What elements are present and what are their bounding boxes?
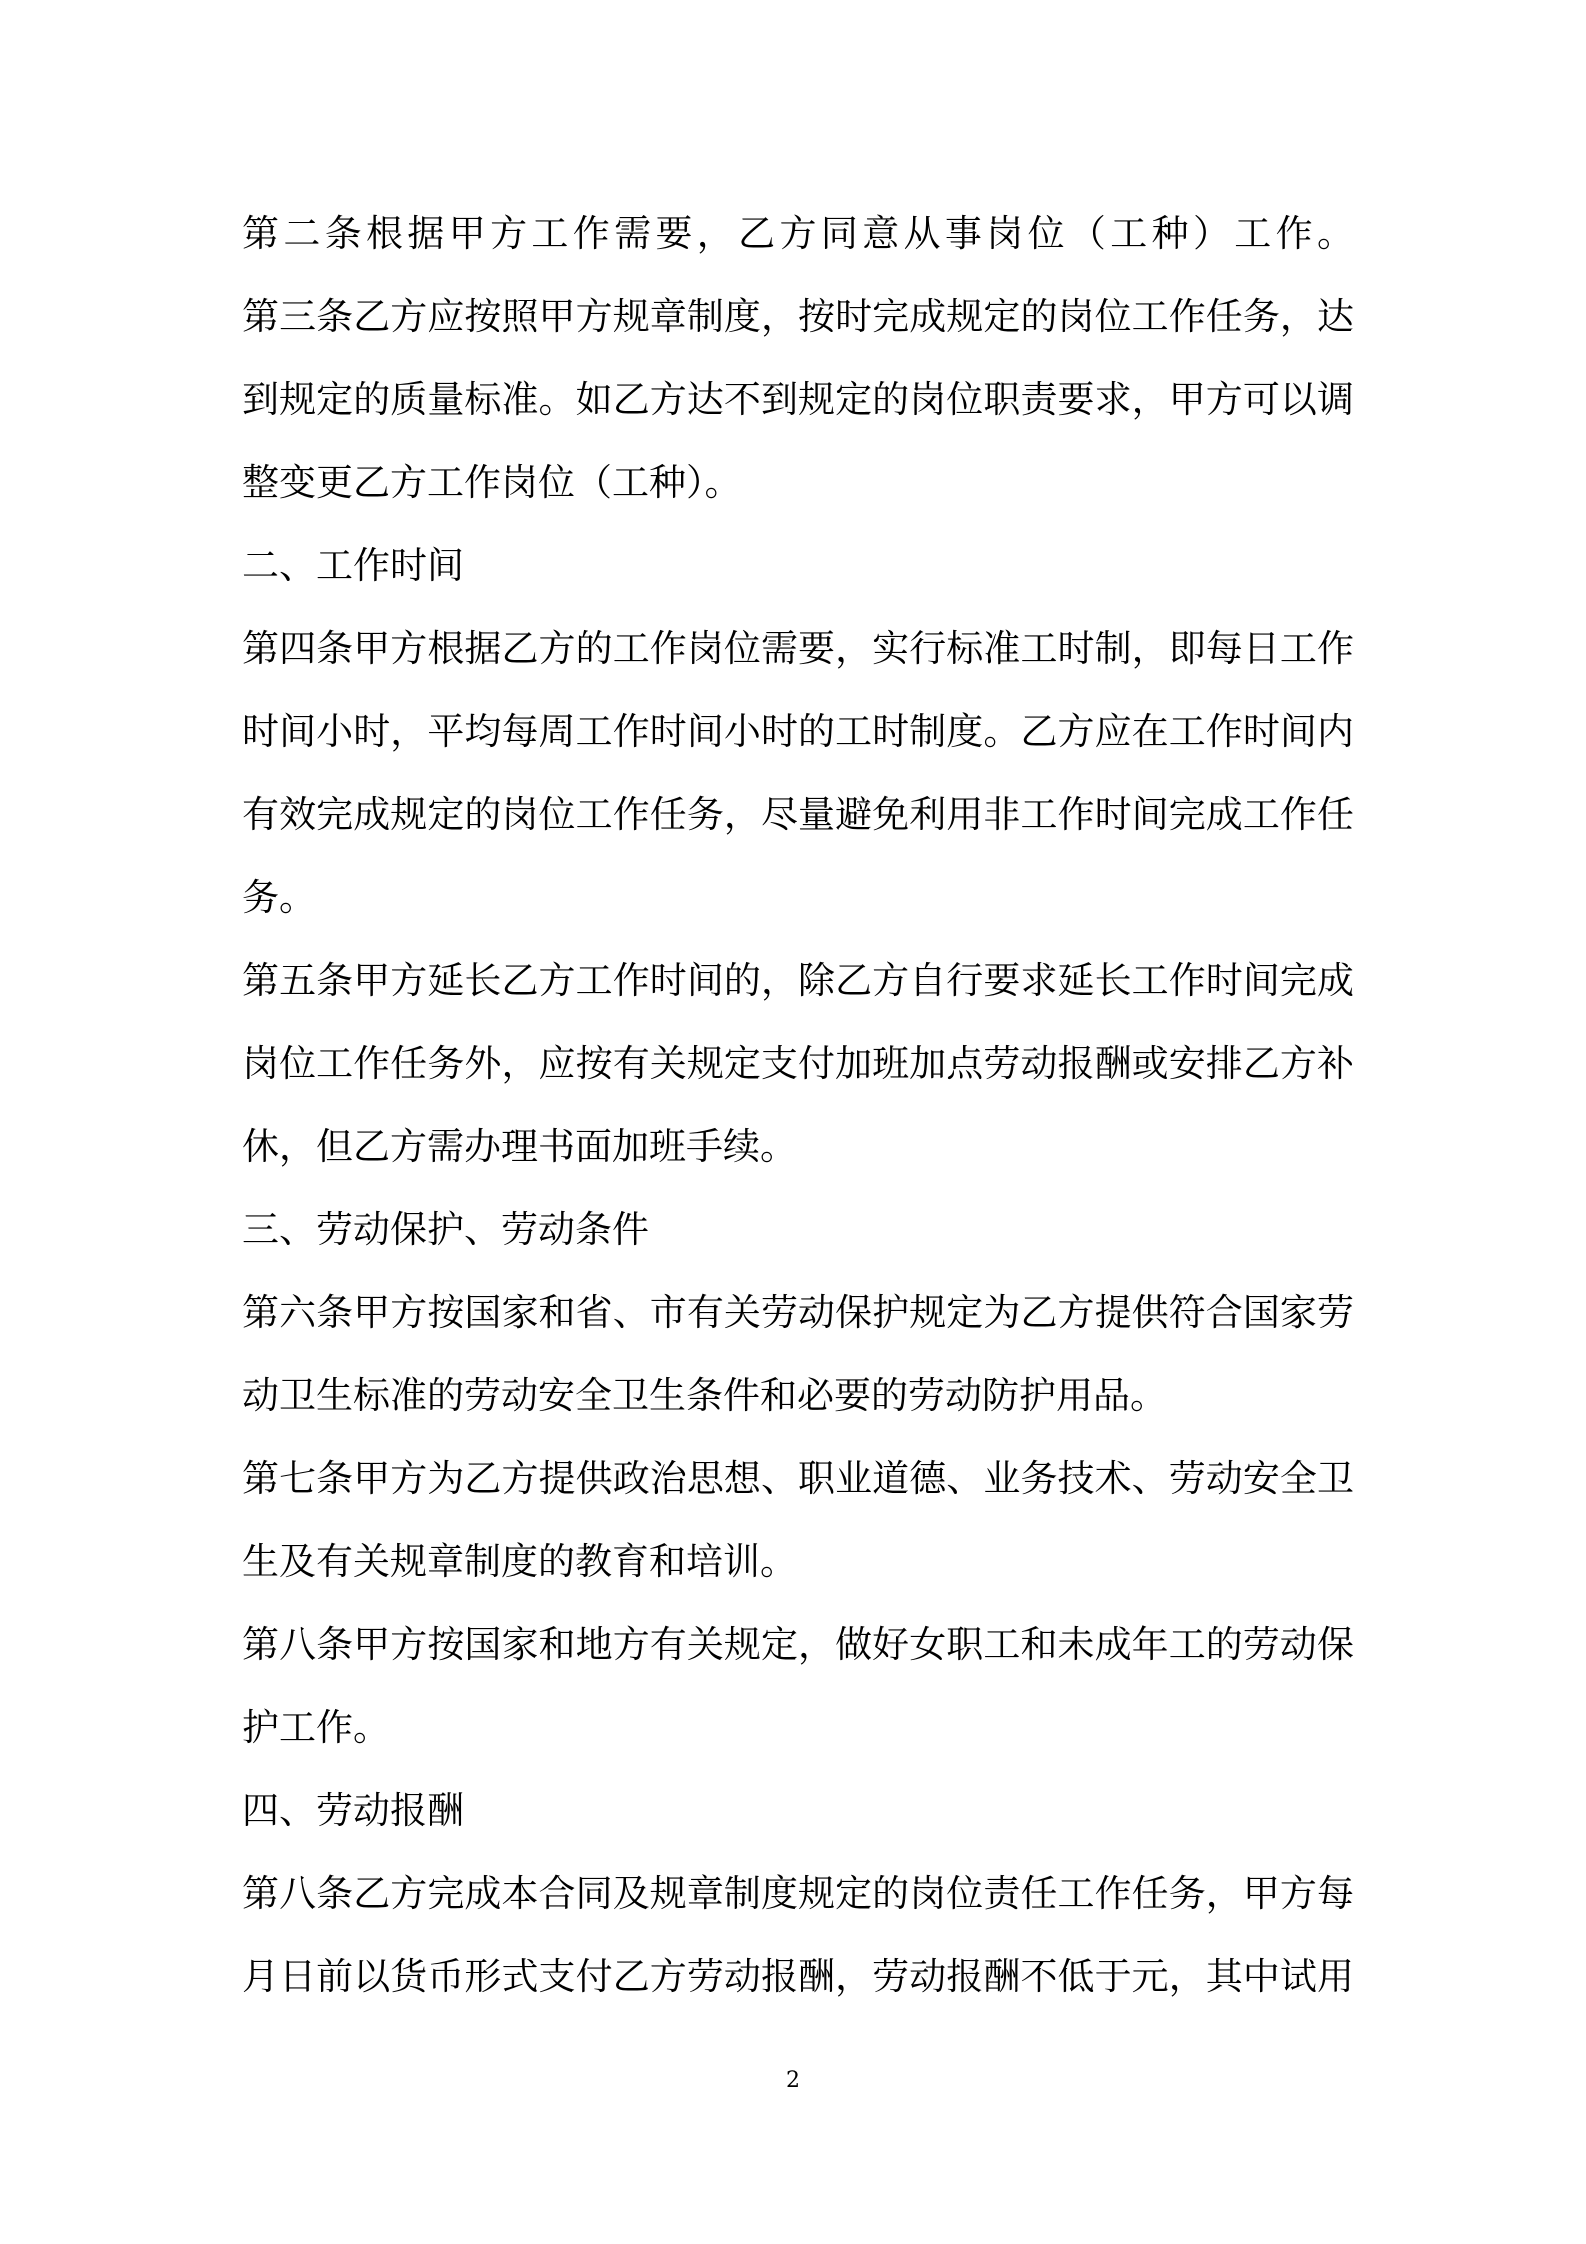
line-article-3-part-1: 第三条乙方应按照甲方规章制度，按时完成规定的岗位工作任务，达 — [242, 295, 1354, 338]
section-heading-labor-protection: 三、劳动保护、劳动条件 — [242, 1208, 649, 1251]
line-article-3-part-2: 到规定的质量标准。如乙方达不到规定的岗位职责要求，甲方可以调 — [242, 378, 1354, 421]
line-article-3-part-3: 整变更乙方工作岗位（工种）。 — [242, 461, 742, 504]
line-article-8-part-1: 第八条甲方按国家和地方有关规定，做好女职工和未成年工的劳动保 — [242, 1623, 1354, 1666]
line-article-4-part-2: 时间小时，平均每周工作时间小时的工时制度。乙方应在工作时间内 — [242, 710, 1354, 753]
line-article-4-part-3: 有效完成规定的岗位工作任务，尽量避免利用非工作时间完成工作任 — [242, 793, 1354, 836]
line-article-8b-part-1: 第八条乙方完成本合同及规章制度规定的岗位责任工作任务，甲方每 — [242, 1872, 1354, 1915]
line-article-4-part-1: 第四条甲方根据乙方的工作岗位需要，实行标准工时制，即每日工作 — [242, 627, 1354, 670]
document-body — [242, 192, 1354, 2018]
line-article-8b-part-2: 月日前以货币形式支付乙方劳动报酬，劳动报酬不低于元，其中试用 — [242, 1955, 1354, 1998]
section-heading-working-hours: 二、工作时间 — [242, 544, 464, 587]
line-article-5-part-3: 休，但乙方需办理书面加班手续。 — [242, 1125, 797, 1168]
line-article-8-part-2: 护工作。 — [242, 1706, 390, 1749]
line-article-5-part-2: 岗位工作任务外，应按有关规定支付加班加点劳动报酬或安排乙方补 — [242, 1042, 1354, 1085]
line-article-2: 第二条根据甲方工作需要，乙方同意从事岗位（工种）工作。 — [242, 212, 1354, 255]
line-article-4-part-4: 务。 — [242, 876, 316, 919]
section-heading-remuneration: 四、劳动报酬 — [242, 1789, 464, 1832]
line-article-7-part-2: 生及有关规章制度的教育和培训。 — [242, 1540, 797, 1583]
line-article-6-part-1: 第六条甲方按国家和省、市有关劳动保护规定为乙方提供符合国家劳 — [242, 1291, 1354, 1334]
line-article-5-part-1: 第五条甲方延长乙方工作时间的，除乙方自行要求延长工作时间完成 — [242, 959, 1354, 1002]
line-article-6-part-2: 动卫生标准的劳动安全卫生条件和必要的劳动防护用品。 — [242, 1374, 1167, 1417]
line-article-7-part-1: 第七条甲方为乙方提供政治思想、职业道德、业务技术、劳动安全卫 — [242, 1457, 1354, 1500]
page-number: 2 — [786, 2068, 800, 2093]
